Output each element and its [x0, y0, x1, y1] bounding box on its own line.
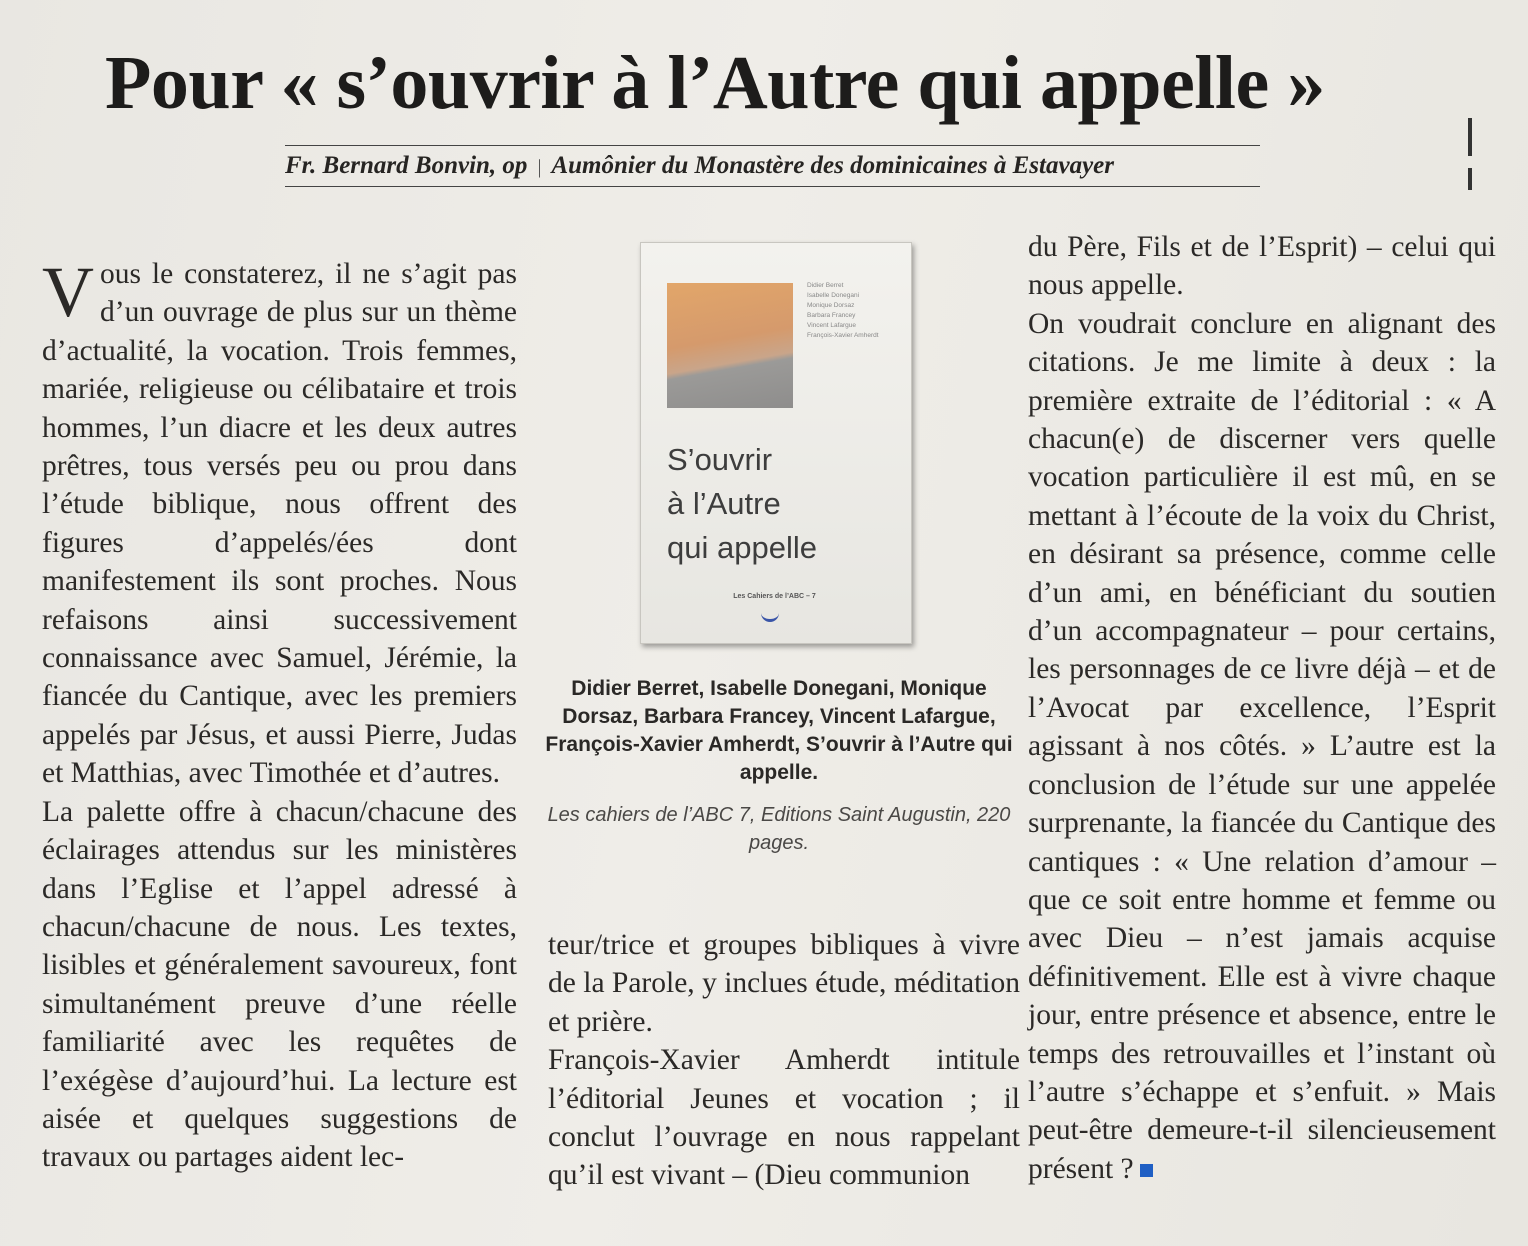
author-name: Fr. Bernard Bonvin, op — [285, 152, 528, 179]
book-caption — [545, 675, 1013, 857]
cover-authors: Didier Berret Isabelle Donegani Monique Dorsaz Barbara Francey Vincent Lafargue François-Xavier Amherdt — [807, 282, 879, 339]
paragraph: du Père, Fils et de l’Esprit) – celui qui nous appelle. — [1028, 231, 1496, 302]
page-edge-mark — [1468, 168, 1472, 190]
cover-color-band — [667, 283, 793, 408]
paragraph — [1028, 305, 1496, 1188]
article-title: Pour « s’ouvrir à l’Autre qui appelle » — [105, 41, 1325, 125]
paragraph: teur/trice et groupes bibliques à vivre de la Parole, y inclues étude, méditation et prière. — [548, 929, 1020, 1038]
text-column-2 — [548, 926, 1020, 1195]
paragraph: La palette offre à chacun/chacune des éclairages attendus sur les ministères dans l’Eglise et l’appel adressé à chacun/chacune de nous. Les textes, lisibles et généralement savoureux, font simultanément preuve d’une réelle familiarité avec les requêtes de l’exégèse d’aujourd’hui. La lecture est aisée et quelques suggestions de travaux ou partages aident lec- — [42, 795, 517, 1174]
byline-separator: | — [537, 156, 542, 178]
publisher-logo-icon — [761, 611, 779, 622]
text-column-3 — [1028, 228, 1496, 1188]
cover-title: S’ouvrir à l’Autre qui appelle — [667, 442, 817, 565]
paragraph-text: On voudrait conclure en alignant des citations. Je me limite à deux : la première extraite de l’éditorial : « A chacun(e) de discerner vers quelle vocation particulière il est mû, en se mettant à l’écoute de la voix du Christ, en désirant sa présence, comme celle d’un ami, en bénéficiant du soutien d’un accompagnateur – pour certains, les personnages de ce livre déjà – et de l’Avocat par excellence, l’Esprit agissant à nos côtés. » L’autre est la conclusion de l’étude sur une appelée surprenante, la fiancée du Cantique des cantiques : « Une relation d’amour – que ce soit entre homme et femme ou avec Dieu – n’est jamais acquise définitivement. Elle est à vivre chaque jour, entre présence et absence, entre le temps des retrouvailles et l’instant où l’autre s’échappe et s’enfuit. » Mais peut-être demeure-t-il silencieusement présent ? — [1028, 307, 1496, 1185]
author-role: Aumônier du Monastère des dominicaines à Estavayer — [551, 152, 1114, 179]
cover-series: Les Cahiers de l’ABC – 7 — [733, 593, 816, 600]
text-column-1 — [42, 252, 517, 1177]
page-edge-mark — [1468, 118, 1472, 156]
book-cover — [640, 242, 912, 644]
paragraph — [42, 252, 517, 793]
paragraph: François-Xavier Amherdt intitule l’éditorial Jeunes et vocation ; il conclut l’ouvrage en nous rappelant qu’il est vivant – (Dieu communion — [548, 1044, 1020, 1192]
caption-publisher: Les cahiers de l’ABC 7, Editions Saint Augustin, 220 pages. — [547, 804, 1011, 854]
paragraph-text: ous le constaterez, il ne s’agit pas d’un ouvrage de plus sur un thème d’actualité, la vocation. Trois femmes, mariée, religieuse ou célibataire et trois hommes, l’un diacre et les deux autres prêtres, tous versés peu ou prou dans l’étude biblique, nous offrent des figures d’appelés/ées dont manifestement ils sont proches. Nous refaisons ainsi successivement connaissance avec Samuel, Jérémie, la fiancée du Cantique, avec les premiers appelés par Jésus, et aussi Pierre, Judas et Matthias, avec Timothée et d’autres. — [42, 258, 517, 790]
end-of-article-icon — [1140, 1164, 1153, 1177]
drop-cap: V — [42, 252, 94, 332]
caption-reference: Didier Berret, Isabelle Donegani, Monique Dorsaz, Barbara Francey, Vincent Lafargue, François-Xavier Amherdt, S’ouvrir à l’Autre qui appelle. — [545, 677, 1013, 784]
byline — [285, 145, 1260, 187]
